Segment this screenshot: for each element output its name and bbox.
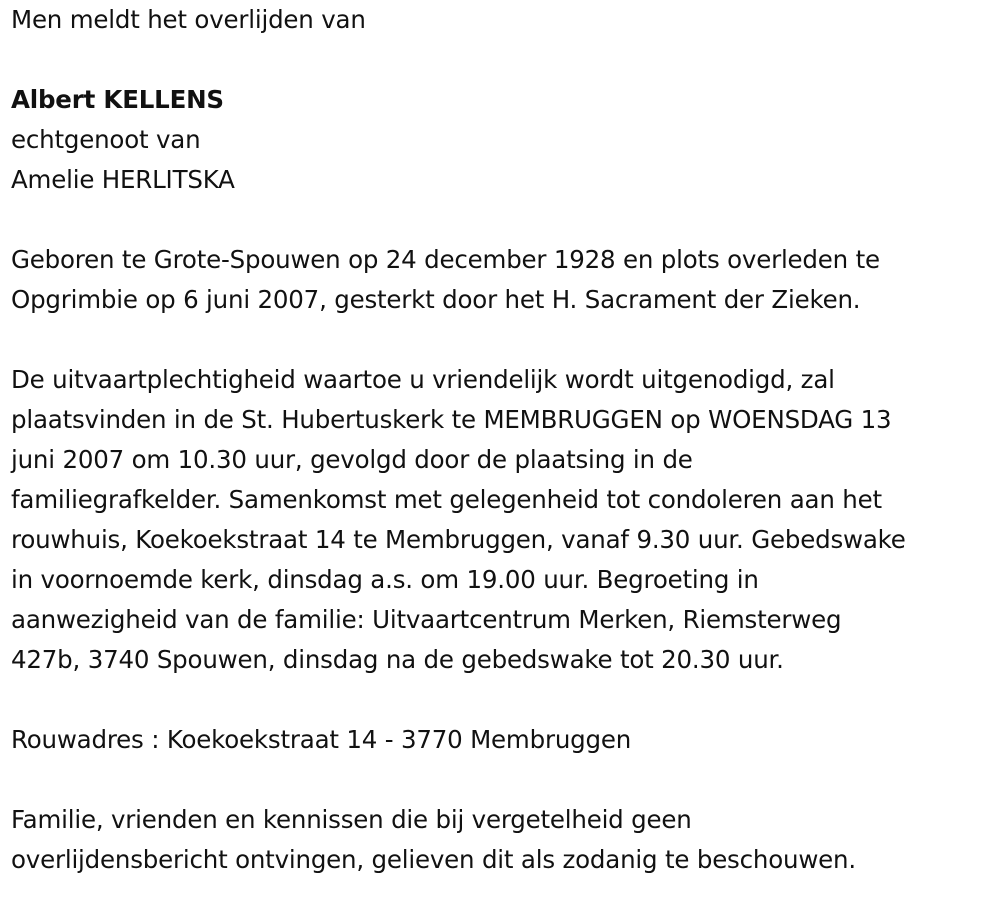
birth-death-paragraph — [11, 240, 991, 320]
deceased-name: Albert KELLENS — [11, 85, 224, 114]
mourning-address: Rouwadres : Koekoekstraat 14 - 3770 Membruggen — [11, 725, 632, 754]
funeral-paragraph — [11, 360, 991, 680]
paragraph-line: overlijdensbericht ontvingen, gelieven dit als zodanig te beschouwen. — [11, 845, 856, 874]
paragraph-line: plaatsvinden in de St. Hubertuskerk te MEMBRUGGEN op WOENSDAG 13 — [11, 405, 892, 434]
paragraph-line: aanwezigheid van de familie: Uitvaartcentrum Merken, Riemsterweg — [11, 605, 842, 634]
paragraph-line: in voornoemde kerk, dinsdag a.s. om 19.00 uur. Begroeting in — [11, 565, 759, 594]
spacer — [11, 760, 991, 800]
paragraph-line: Familie, vrienden en kennissen die bij vergetelheid geen — [11, 805, 692, 834]
paragraph-line: juni 2007 om 10.30 uur, gevolgd door de plaatsing in de — [11, 445, 693, 474]
relation-line: echtgenoot van — [11, 125, 201, 154]
spacer — [11, 320, 991, 360]
spacer — [11, 200, 991, 240]
closing-paragraph — [11, 800, 991, 880]
death-notice — [11, 0, 991, 880]
spacer — [11, 680, 991, 720]
spacer — [11, 40, 991, 80]
paragraph-line: Geboren te Grote-Spouwen op 24 december 1928 en plots overleden te — [11, 245, 880, 274]
intro-line: Men meldt het overlijden van — [11, 5, 366, 34]
paragraph-line: familiegrafkelder. Samenkomst met gelegenheid tot condoleren aan het — [11, 485, 882, 514]
spouse-name: Amelie HERLITSKA — [11, 165, 235, 194]
paragraph-line: 427b, 3740 Spouwen, dinsdag na de gebedswake tot 20.30 uur. — [11, 645, 784, 674]
paragraph-line: De uitvaartplechtigheid waartoe u vriendelijk wordt uitgenodigd, zal — [11, 365, 835, 394]
paragraph-line: Opgrimbie op 6 juni 2007, gesterkt door het H. Sacrament der Zieken. — [11, 285, 861, 314]
paragraph-line: rouwhuis, Koekoekstraat 14 te Membruggen, vanaf 9.30 uur. Gebedswake — [11, 525, 906, 554]
